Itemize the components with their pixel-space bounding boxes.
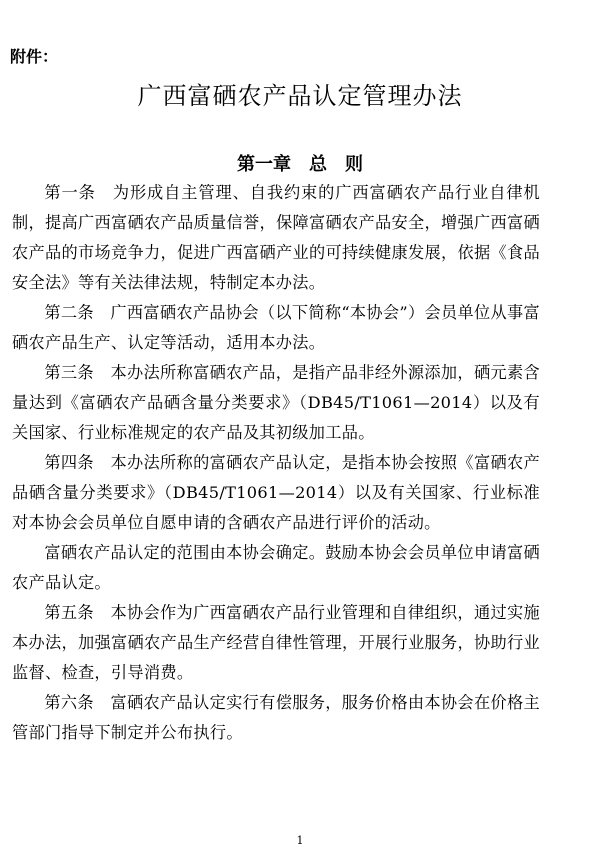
article-1-paragraph: 第一条 为形成自主管理、自我约束的广西富硒农产品行业自律机制，提高广西富硒农产品质量信誉，保障富硒农产品安全，增强广西富硒农产品的市场竞争力，促进广西富硒产业的可持续健康发展，依据《食品安全法》等有关法律法规，特制定本办法。 (12, 183, 540, 292)
article-5-paragraph: 第五条 本协会作为广西富硒农产品行业管理和自律组织，通过实施本办法，加强富硒农产品生产经营自律性管理，开展行业服务，协助行业监督、检查，引导消费。 (12, 603, 540, 682)
article-6-paragraph: 第六条 富硒农产品认定实行有偿服务，服务价格由本协会在价格主管部门指导下制定并公布执行。 (12, 693, 540, 742)
article-4-paragraph: 第四条 本办法所称的富硒农产品认定，是指本协会按照《富硒农产品硒含量分类要求》（DB45/T1061—2014）以及有关国家、行业标准对本协会会员单位自愿申请的含硒农产品进行评价的活动。 (12, 453, 540, 532)
attachment-label: 附件： (10, 47, 59, 66)
page-number: 1 (296, 834, 304, 847)
article-3-paragraph: 第三条 本办法所称富硒农产品，是指产品非经外源添加，硒元素含量达到《富硒农产品硒含量分类要求》（DB45/T1061—2014）以及有关国家、行业标准规定的农产品及其初级加工品。 (12, 363, 540, 442)
article-2-paragraph: 第二条 广西富硒农产品协会（以下简称“本协会”）会员单位从事富硒农产品生产、认定等活动，适用本办法。 (12, 303, 540, 352)
document-body (12, 178, 540, 748)
document-title: 广西富硒农产品认定管理办法 (137, 82, 463, 110)
scope-paragraph: 富硒农产品认定的范围由本协会确定。鼓励本协会会员单位申请富硒农产品认定。 (12, 543, 540, 592)
chapter-heading: 第一章 总 则 (237, 154, 363, 175)
